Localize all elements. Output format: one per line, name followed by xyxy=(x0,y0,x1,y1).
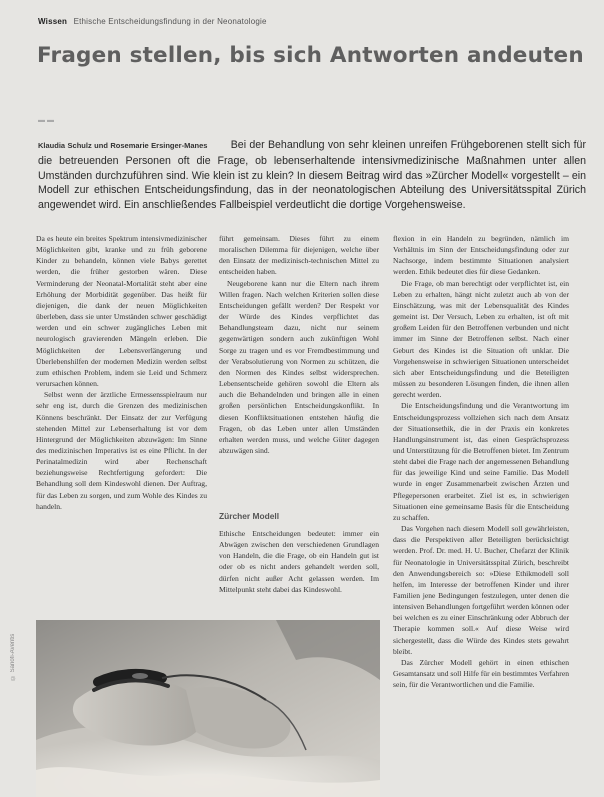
newborn-foot-photo xyxy=(36,620,380,797)
body-paragraph: Das Zürcher Modell gehört in einen ethischen Gesamtansatz und soll Hilfe für ein bestimmtes Verfahren sein, für die Verantwortlichen und die Familie. xyxy=(393,657,569,690)
body-paragraph: flexion in ein Handeln zu begründen, nämlich im Verhältnis im Sinn der Entscheidungsfindung oder zur Nachsorge, indem bestimmte Situationen analysiert werden. Ethik bedeutet dies für diese Gedanken. xyxy=(393,234,569,277)
author-byline: Klaudia Schulz und Rosemarie Ersinger-Manes xyxy=(38,141,208,150)
lead-text: Bei der Behandlung von sehr kleinen unreifen Frühgeborenen stellt sich für die betreuenden Personen oft die Frage, ob lebenserhaltende intensivmedizinische Maßnahmen unter allen Umständen durchzuführen sind. Wie klein ist zu klein? In diesem Beitrag wird das »Zürcher Modell« vorgestellt – ein Modell zur ethischen Entscheidungsfindung, das in der neonatologischen Abteilung des Universitätsspital Zürich angewendet wird. Ein anschließendes Fallbeispiel verdeutlicht die dortige Vorgehensweise. xyxy=(38,139,586,212)
article-title: Fragen stellen, bis sich Antworten andeuten xyxy=(37,43,584,68)
photo-illustration xyxy=(36,620,380,797)
section-subheading: Zürcher Modell xyxy=(219,511,280,521)
body-paragraph: Neugeborene kann nur die Eltern nach ihrem Willen fragen. Nach welchen Kriterien sollen diese Entscheidungen gefällt werden? Der Respekt vor der Würde des Kindes verpflichtet das Behandlungsteam dazu, nicht nur seinem gegenwärtigen sondern auch zukünftigen Wohl Sorge zu tragen und es vor Fremdbestimmung und der Verabsolutierung von Normen zu schützen, die den Normen des Kindes selbst widersprechen. Lebensentscheide gehören sowohl die Eltern als auch die Behandelnden und bringen alle in einen großen persönlichen Entscheidungskonflikt. In diesen Konfliktsituationen entstehen häufig die Fragen, ob das Leben unter allen Umständen erhalten werden muss, und welche Güter dagegen abzuwägen sind. xyxy=(219,278,379,455)
decorative-mark: ▬ ▬ xyxy=(38,117,54,124)
body-column-1 xyxy=(36,233,207,511)
body-paragraph: Selbst wenn der ärztliche Ermessensspielraum nur sehr eng ist, durch die Grenzen des medizinischen Könnens beschränkt. Der Einsatz der zur Verfügung stehenden Mittel zur Lebenserhaltung ist vor dem Hintergrund der Möglichkeiten abzuwägen: Im Sinne des medizinischen Imperativs ist es eine Pflicht. In der Perinatalmedizin wird aber Rechenschaft beziehungsweise Rechtfertigung gefordert: Die Behandlung soll dem Kindeswohl dienen. Der Auftrag, für das Leben zu sorgen, und zum Wohle des Kindes zu handeln. xyxy=(36,390,207,511)
running-head xyxy=(38,17,267,26)
body-column-2 xyxy=(219,233,379,490)
article-lead xyxy=(38,138,586,213)
body-paragraph: führt gemeinsam. Dieses führt zu einem moralischen Dilemma für diejenigen, welche über den Einsatz der medizinisch-technischen Mittel zu entscheiden haben. xyxy=(219,234,379,277)
body-paragraph: Die Entscheidungsfindung und die Verantwortung im Entscheidungsprozess vollziehen sich nach dem Ansatz der Situationsethik, die in der Praxis ein konkretes Handlungsinstrument ist, das einen Gesprächsprozess und Unterstützung für die Betroffenen bietet. Im Zentrum steht dabei die Frage nach der angemessenen Behandlung für das jeweilige Kind und seine Familie. Das Modell wurde in enger Zusammenarbeit zwischen Ärzten und Pflegepersonen erarbeitet. Ziel ist es, in schwierigen Situationen eine gemeinsame Basis für die Entscheidung zu schaffen. xyxy=(393,401,569,522)
body-paragraph: Ethische Entscheidungen bedeutet: immer ein Abwägen zwischen den verschiedenen Grundlagen von Handeln, die die Frage, ob ein Handeln gut ist oder ob es nicht anders gehandelt werden soll, dürfen nicht außer Acht gelassen werden. Im Mittelpunkt steht dabei das Kindeswohl. xyxy=(219,529,379,594)
body-paragraph: Das Vorgehen nach diesem Modell soll gewährleisten, dass die Perspektiven aller Beteiligten berücksichtigt werden. Prof. Dr. med. H. U. Bucher, Chefarzt der Klinik für Neonatologie in Universitätsspital Zürich, beschreibt den Anwendungsbereich so: »Diese Ethikmodell soll helfen, im Interesse der betroffenen Kinder und ihrer Familien jene Bedingungen festzulegen, unter denen die intensiven Behandlungen fortgeführt werden können oder bei welchen es zu einer Einschränkung oder Abbruch der Therapie kommen soll.« Auf diese Weise wird sichergestellt, dass die Würde des Kindes stets gewahrt bleibt. xyxy=(393,524,569,656)
body-column-2-continued xyxy=(219,528,379,610)
photo-credit: © Sanofi-Aventis xyxy=(10,633,16,680)
body-paragraph: Da es heute ein breites Spektrum intensivmedizinischer Möglichkeiten gibt, kranke und zu früh geborene Kinder zu behandeln, können viele Babys gerettet werden, die früher gestorben wären. Diese Verminderung der Neonatal-Mortalität steht aber eine Erhöhung der Morbidität gegenüber. Das heißt für diejenigen, die dank der neuen Möglichkeiten überleben, dass sie unter Umständen schwer geschädigt werden und ein schwer zugängliches Leben mit neurologisch gravierenden Mängeln erleben. Die Möglichkeiten der Lebensverlängerung und Überlebenshilfen der modernen Medizin werden selbst zum ethischen Problem, indem sie Leid und Schmerz verursachen können. xyxy=(36,234,207,389)
running-head-topic: Ethische Entscheidungsfindung in der Neonatologie xyxy=(73,17,267,26)
body-column-3 xyxy=(393,233,569,795)
body-paragraph: Die Frage, ob man berechtigt oder verpflichtet ist, ein Leben zu erhalten, hängt nicht zuletzt auch ab von der Einschätzung, was mit der Lebensqualität des Kindes gemeint ist. Der Versuch, Leben zu erhalten, ist oft mit großem Leiden für den Betroffenen verbunden und nicht immer im Sinne der Betroffenen selbst. Nach einer Geburt des Kindes ist die Situation oft unklar. Die Vorgehensweise in schwierigen Situationen unterscheidet sich aber Entscheidungsfindung und die Beteiligten müssen zu besonderen Lösungen finden, die ihnen allen gerecht werden. xyxy=(393,278,569,400)
running-head-section: Wissen xyxy=(38,17,68,26)
